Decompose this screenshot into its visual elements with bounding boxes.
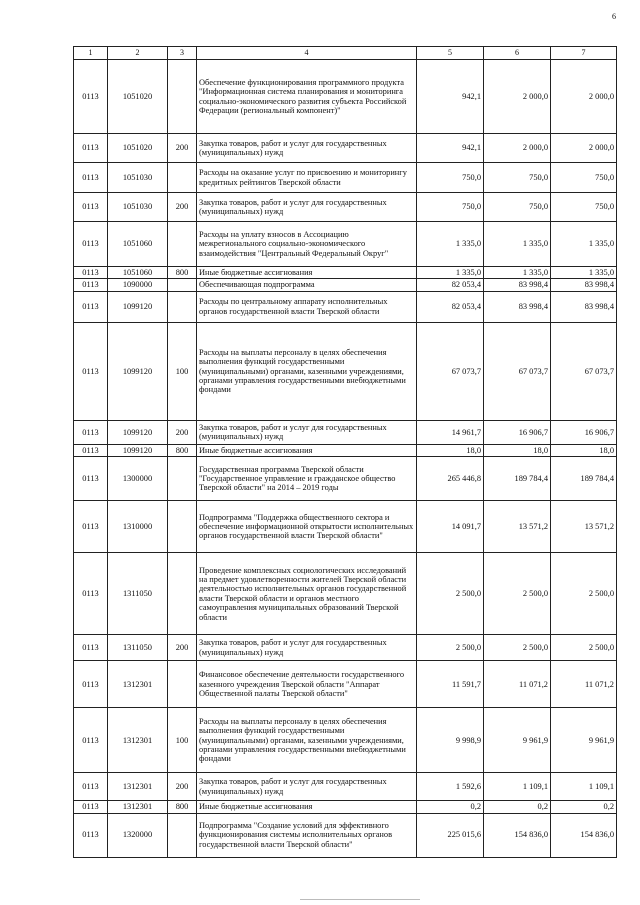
table-row [74,420,617,444]
section-code-cell: 0113 [74,163,108,193]
table-row [74,322,617,420]
amount-cell: 14 961,7 [417,420,484,444]
item-name-cell: Закупка товаров, работ и услуг для государственных (муниципальных) нужд [197,193,417,222]
expense-type-cell [168,661,197,708]
amount-cell: 2 500,0 [417,553,484,635]
amount-cell: 750,0 [551,163,617,193]
amount-cell: 154 836,0 [551,813,617,857]
target-article-cell: 1099120 [108,420,168,444]
section-code-cell: 0113 [74,457,108,501]
target-article-cell: 1099120 [108,322,168,420]
amount-cell: 0,2 [484,801,551,813]
expense-type-cell [168,163,197,193]
column-number: 4 [197,47,417,60]
item-name-cell: Расходы на выплаты персоналу в целях обеспечения выполнения функций государственными (муниципальными) органами, казенными учреждениями, органами управления государственными внебюджетными фондами [197,322,417,420]
section-code-cell: 0113 [74,773,108,801]
amount-cell: 1 335,0 [417,222,484,267]
amount-cell: 1 335,0 [551,222,617,267]
budget-table [73,46,617,858]
amount-cell: 750,0 [484,193,551,222]
item-name-cell: Иные бюджетные ассигнования [197,267,417,279]
expense-type-cell: 100 [168,708,197,773]
amount-cell: 18,0 [417,444,484,456]
section-code-cell: 0113 [74,222,108,267]
amount-cell: 0,2 [551,801,617,813]
table-row [74,501,617,553]
table-row [74,193,617,222]
section-code-cell: 0113 [74,267,108,279]
section-code-cell: 0113 [74,501,108,553]
expense-type-cell [168,60,197,134]
section-code-cell: 0113 [74,801,108,813]
item-name-cell: Финансовое обеспечение деятельности государственного казенного учреждения Тверской области "Аппарат Общественной палаты Тверской области" [197,661,417,708]
amount-cell: 750,0 [417,163,484,193]
section-code-cell: 0113 [74,193,108,222]
target-article-cell: 1320000 [108,813,168,857]
section-code-cell: 0113 [74,661,108,708]
target-article-cell: 1312301 [108,801,168,813]
amount-cell: 18,0 [484,444,551,456]
amount-cell: 11 591,7 [417,661,484,708]
item-name-cell: Расходы по центральному аппарату исполнительных органов государственной власти Тверской области [197,291,417,322]
amount-cell: 1 335,0 [417,267,484,279]
table-row [74,444,617,456]
section-code-cell: 0113 [74,708,108,773]
amount-cell: 82 053,4 [417,291,484,322]
expense-type-cell: 100 [168,322,197,420]
column-number: 1 [74,47,108,60]
amount-cell: 189 784,4 [551,457,617,501]
expense-type-cell [168,553,197,635]
item-name-cell: Подпрограмма "Создание условий для эффективного функционирования системы исполнительных органов государственной власти Тверской области" [197,813,417,857]
amount-cell: 67 073,7 [551,322,617,420]
table-row [74,291,617,322]
table-row [74,635,617,661]
section-code-cell: 0113 [74,420,108,444]
section-code-cell: 0113 [74,134,108,163]
item-name-cell: Закупка товаров, работ и услуг для государственных (муниципальных) нужд [197,420,417,444]
amount-cell: 11 071,2 [484,661,551,708]
amount-cell: 2 000,0 [551,60,617,134]
amount-cell: 2 500,0 [417,635,484,661]
amount-cell: 9 961,9 [484,708,551,773]
item-name-cell: Расходы на уплату взносов в Ассоциацию межрегионального социально-экономического взаимодействия "Центральный Федеральный Округ" [197,222,417,267]
amount-cell: 750,0 [484,163,551,193]
target-article-cell: 1090000 [108,279,168,291]
item-name-cell: Иные бюджетные ассигнования [197,801,417,813]
amount-cell: 750,0 [417,193,484,222]
table-row [74,553,617,635]
amount-cell: 9 961,9 [551,708,617,773]
target-article-cell: 1051060 [108,222,168,267]
table-row [74,279,617,291]
item-name-cell: Государственная программа Тверской области "Государственное управление и гражданское общество Тверской области" на 2014 – 2019 годы [197,457,417,501]
amount-cell: 1 109,1 [551,773,617,801]
column-number: 7 [551,47,617,60]
section-code-cell: 0113 [74,553,108,635]
item-name-cell: Закупка товаров, работ и услуг для государственных (муниципальных) нужд [197,134,417,163]
item-name-cell: Обеспечение функционирования программного продукта "Информационная система планирования и мониторинга социально-экономического развития субъекта Российской Федерации (региональный компонент)" [197,60,417,134]
table-row [74,267,617,279]
amount-cell: 225 015,6 [417,813,484,857]
section-code-cell: 0113 [74,444,108,456]
section-code-cell: 0113 [74,279,108,291]
expense-type-cell: 200 [168,773,197,801]
section-code-cell: 0113 [74,322,108,420]
table-row [74,163,617,193]
target-article-cell: 1310000 [108,501,168,553]
expense-type-cell: 200 [168,420,197,444]
section-code-cell: 0113 [74,813,108,857]
item-name-cell: Закупка товаров, работ и услуг для государственных (муниципальных) нужд [197,635,417,661]
amount-cell: 2 000,0 [484,134,551,163]
item-name-cell: Закупка товаров, работ и услуг для государственных (муниципальных) нужд [197,773,417,801]
amount-cell: 942,1 [417,134,484,163]
amount-cell: 1 335,0 [484,267,551,279]
expense-type-cell [168,501,197,553]
amount-cell: 1 335,0 [484,222,551,267]
target-article-cell: 1312301 [108,708,168,773]
target-article-cell: 1051020 [108,60,168,134]
section-code-cell: 0113 [74,635,108,661]
amount-cell: 83 998,4 [484,291,551,322]
target-article-cell: 1311050 [108,635,168,661]
amount-cell: 14 091,7 [417,501,484,553]
column-number-row [74,47,617,60]
table-row [74,801,617,813]
expense-type-cell [168,222,197,267]
target-article-cell: 1300000 [108,457,168,501]
amount-cell: 750,0 [551,193,617,222]
target-article-cell: 1051060 [108,267,168,279]
target-article-cell: 1312301 [108,773,168,801]
item-name-cell: Подпрограмма "Поддержка общественного сектора и обеспечение информационной открытости исполнительных органов государственной власти Тверской области" [197,501,417,553]
section-code-cell: 0113 [74,291,108,322]
target-article-cell: 1099120 [108,444,168,456]
amount-cell: 2 000,0 [484,60,551,134]
amount-cell: 2 000,0 [551,134,617,163]
column-number: 5 [417,47,484,60]
target-article-cell: 1311050 [108,553,168,635]
expense-type-cell: 800 [168,267,197,279]
target-article-cell: 1312301 [108,661,168,708]
amount-cell: 16 906,7 [551,420,617,444]
table-row [74,222,617,267]
amount-cell: 67 073,7 [417,322,484,420]
amount-cell: 9 998,9 [417,708,484,773]
amount-cell: 154 836,0 [484,813,551,857]
scan-edge-mark [300,899,420,900]
amount-cell: 2 500,0 [484,635,551,661]
expense-type-cell [168,279,197,291]
amount-cell: 1 335,0 [551,267,617,279]
amount-cell: 189 784,4 [484,457,551,501]
item-name-cell: Иные бюджетные ассигнования [197,444,417,456]
amount-cell: 11 071,2 [551,661,617,708]
expense-type-cell: 200 [168,193,197,222]
item-name-cell: Обеспечивающая подпрограмма [197,279,417,291]
amount-cell: 0,2 [417,801,484,813]
column-number: 2 [108,47,168,60]
amount-cell: 942,1 [417,60,484,134]
amount-cell: 16 906,7 [484,420,551,444]
table-row [74,813,617,857]
expense-type-cell: 200 [168,635,197,661]
table-row [74,457,617,501]
amount-cell: 83 998,4 [484,279,551,291]
amount-cell: 83 998,4 [551,279,617,291]
column-number: 6 [484,47,551,60]
section-code-cell: 0113 [74,60,108,134]
amount-cell: 82 053,4 [417,279,484,291]
table-row [74,661,617,708]
target-article-cell: 1051030 [108,193,168,222]
amount-cell: 83 998,4 [551,291,617,322]
target-article-cell: 1099120 [108,291,168,322]
expense-type-cell: 800 [168,801,197,813]
amount-cell: 13 571,2 [484,501,551,553]
table-row [74,773,617,801]
item-name-cell: Расходы на выплаты персоналу в целях обеспечения выполнения функций государственными (муниципальными) органами, казенными учреждениями, органами управления государственными внебюджетными фондами [197,708,417,773]
expense-type-cell: 200 [168,134,197,163]
expense-type-cell [168,813,197,857]
expense-type-cell [168,291,197,322]
amount-cell: 2 500,0 [551,635,617,661]
table-row [74,134,617,163]
target-article-cell: 1051030 [108,163,168,193]
amount-cell: 265 446,8 [417,457,484,501]
amount-cell: 1 592,6 [417,773,484,801]
page-number: 6 [612,12,616,21]
table-row [74,60,617,134]
item-name-cell: Проведение комплексных социологических исследований на предмет удовлетворенности жителей Тверской области деятельностью исполнительных органов государственной власти Тверской области и органов местного самоуправления муниципальных образований Тверской области [197,553,417,635]
amount-cell: 13 571,2 [551,501,617,553]
expense-type-cell [168,457,197,501]
expense-type-cell: 800 [168,444,197,456]
table-row [74,708,617,773]
target-article-cell: 1051020 [108,134,168,163]
amount-cell: 18,0 [551,444,617,456]
amount-cell: 2 500,0 [551,553,617,635]
item-name-cell: Расходы на оказание услуг по присвоению и мониторингу кредитных рейтингов Тверской области [197,163,417,193]
column-number: 3 [168,47,197,60]
amount-cell: 2 500,0 [484,553,551,635]
amount-cell: 67 073,7 [484,322,551,420]
amount-cell: 1 109,1 [484,773,551,801]
